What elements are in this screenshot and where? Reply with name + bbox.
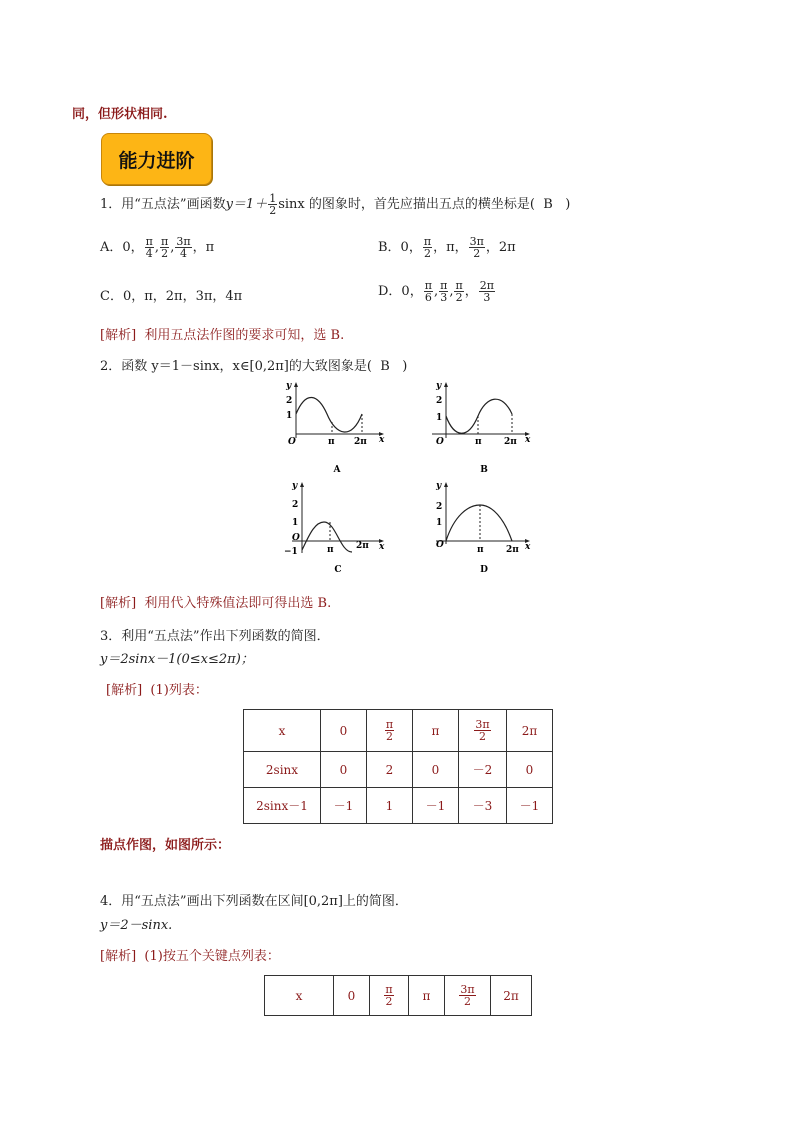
- q4-table-row-x: [265, 976, 532, 1016]
- q3-cell-x-pi: π: [413, 710, 459, 752]
- q4-cell-x-label: x: [265, 976, 334, 1016]
- q3-cell-y-1: －1: [321, 788, 367, 824]
- graph-a-curve: [296, 397, 362, 432]
- graph-c-x-label: x: [379, 542, 385, 552]
- q1-b-frac1-num: π: [423, 235, 432, 248]
- q1-a-frac1-num: π: [145, 235, 153, 248]
- continuation-text: 同，但形状相同.: [72, 107, 168, 122]
- q4-function: y＝2－sinx.: [100, 918, 173, 933]
- q1-option-a: A．0， $\frac{\pi}{4}$ , $\frac{\pi}{2}$ , $\frac{3\pi}{4}$ ，π: [100, 235, 215, 260]
- q1-analysis-tag: [解析]: [100, 328, 137, 343]
- q1-d-frac1: [424, 280, 433, 303]
- q1-a-frac3: [175, 236, 191, 259]
- q1-a-frac2: [160, 236, 169, 259]
- q1-stem-a: 1．用“五点法”画函数: [100, 197, 226, 212]
- q1-option-c: C．0，π，2π，3π，4π: [100, 289, 243, 304]
- q4-cell-x-3pi2-num: 3π: [460, 983, 475, 996]
- q2-stem: [100, 355, 407, 374]
- q1-d-frac4-num: 2π: [479, 279, 494, 292]
- q1-d-frac1-den: 6: [424, 291, 432, 304]
- graph-c-origin: O: [292, 533, 300, 543]
- q4-cell-x-0: 0: [334, 976, 370, 1016]
- q3-cell-x-2pi: 2π: [507, 710, 553, 752]
- q1-answer: B: [543, 197, 553, 212]
- q4-analysis-text: (1)按五个关键点列表：: [144, 949, 280, 964]
- q1-analysis: [100, 324, 344, 343]
- q3-analysis-tag: [解析]: [106, 683, 143, 698]
- graph-d-origin: O: [436, 540, 444, 550]
- graph-a-tick-2pi: 2π: [354, 437, 367, 447]
- q3-cell-x-pi2-num: π: [385, 718, 394, 731]
- q2-stem-text: 2．函数 y＝1－sinx，x∈[0,2π]的大致图象是(: [100, 359, 372, 374]
- graph-b: [424, 378, 539, 478]
- q1-half-den: 2: [269, 204, 277, 217]
- graph-a-tick-1: 1: [286, 411, 293, 421]
- q3-stem: 3．利用“五点法”作出下列函数的简图．: [100, 629, 330, 644]
- graph-a-tick-2: 2: [286, 396, 293, 406]
- q1-b-frac1: [423, 236, 432, 259]
- q3-cell-x-label: x: [244, 710, 321, 752]
- q3-cell-2sinx-2: 2: [367, 752, 413, 788]
- q1-d-frac4: [479, 280, 495, 303]
- q4-analysis: [100, 945, 280, 964]
- q1-stem-c: sinx 的图象时，首先应描出五点的横坐标是(: [278, 197, 535, 212]
- graph-d-y-label: y: [436, 481, 442, 491]
- q4-cell-x-pi2-den: 2: [385, 995, 393, 1008]
- q3-analysis: [106, 679, 208, 698]
- graph-a: [282, 378, 392, 478]
- q3-cell-2sinx-label: 2sinx: [244, 752, 321, 788]
- graph-c-tick-1: 1: [292, 518, 299, 528]
- q3-cell-y-4: －3: [459, 788, 507, 824]
- graph-a-tick-pi: π: [328, 437, 335, 447]
- q4-cell-x-3pi2-den: 2: [463, 995, 471, 1008]
- q1-a-frac2-num: π: [161, 235, 169, 248]
- q3-cell-2sinx-5: 0: [507, 752, 553, 788]
- q4-cell-x-pi: π: [409, 976, 445, 1016]
- q1-option-b: [378, 236, 516, 259]
- q1-d-frac3-num: π: [455, 279, 463, 292]
- graph-d-caption: D: [480, 565, 488, 575]
- graph-a-x-label: x: [379, 435, 385, 445]
- graph-b-y-label: y: [436, 381, 442, 391]
- graph-d: [424, 478, 539, 578]
- section-banner: 能力进阶: [101, 133, 212, 185]
- q2-analysis-text: 利用代入特殊值法即可得出选 B.: [144, 596, 332, 611]
- q3-table-row-2sinx-1: [244, 788, 553, 824]
- q1-option-d: D．0， $\frac{\pi}{6}$ , $\frac{\pi}{3}$ , $\frac{\pi}{2}$ ， $\frac{2\pi}{3}$: [378, 279, 494, 304]
- q1-b-frac2: [469, 236, 485, 259]
- graph-d-curve: [446, 505, 512, 541]
- q3-cell-y-5: －1: [507, 788, 553, 824]
- q1-d-frac2-num: π: [440, 279, 448, 292]
- q4-cell-x-2pi: 2π: [491, 976, 532, 1016]
- graph-d-tick-2pi: 2π: [506, 545, 519, 555]
- graph-b-tick-2pi: 2π: [504, 437, 517, 447]
- q1-a-frac2-den: 2: [161, 247, 169, 260]
- graph-b-caption: B: [480, 465, 488, 475]
- q1-a-frac3-den: 4: [180, 247, 188, 260]
- q1-close: ): [565, 197, 571, 212]
- q1-a-frac1-den: 4: [145, 247, 153, 260]
- q2-analysis: [100, 592, 331, 611]
- q1-b-prefix: B．0，: [378, 240, 422, 255]
- q1-d-frac4-den: 3: [483, 291, 491, 304]
- q3-table-row-x: [244, 710, 553, 752]
- graph-a-y-label: y: [286, 381, 292, 391]
- q3-analysis-text: (1)列表：: [150, 683, 208, 698]
- graph-b-y-arrow: [444, 382, 448, 387]
- graph-b-origin: O: [436, 437, 444, 447]
- q3-cell-x-0: 0: [321, 710, 367, 752]
- q2-analysis-tag: [解析]: [100, 596, 137, 611]
- q1-d-frac2: [439, 280, 448, 303]
- q1-a-frac3-num: 3π: [176, 235, 191, 248]
- graph-a-caption: A: [333, 465, 341, 475]
- graph-a-origin: O: [288, 437, 296, 447]
- graph-c: [282, 478, 392, 578]
- q1-stem-b: y＝1＋: [225, 197, 268, 212]
- q1-half-frac: [268, 193, 277, 216]
- q3-cell-x-pi2: [367, 710, 413, 752]
- q1-d-frac3: [454, 280, 463, 303]
- q3-cell-2sinx-4: －2: [459, 752, 507, 788]
- q3-cell-y-label: 2sinx－1: [244, 788, 321, 824]
- q1-a-suffix: ，π: [192, 240, 215, 255]
- graph-c-tick-neg1: −1: [284, 547, 298, 557]
- q1-a-prefix: A．0，: [100, 240, 144, 255]
- q1-b-suffix: ，2π: [485, 240, 516, 255]
- q3-table-row-2sinx: [244, 752, 553, 788]
- q1-a-frac1: [145, 236, 154, 259]
- q4-stem: 4．用“五点法”画出下列函数在区间[0,2π]上的简图．: [100, 894, 408, 909]
- q3-cell-x-3pi2-den: 2: [478, 730, 486, 743]
- q1-b-frac2-num: 3π: [469, 235, 484, 248]
- q1-b-mid: ，π，: [433, 240, 468, 255]
- q1-b-frac2-den: 2: [473, 247, 481, 260]
- graph-c-tick-2pi: 2π: [356, 541, 369, 551]
- q3-cell-y-2: 1: [367, 788, 413, 824]
- q1-half-num: 1: [269, 192, 277, 205]
- q3-cell-x-3pi2-num: 3π: [475, 718, 490, 731]
- q1-analysis-text: 利用五点法作图的要求可知，选 B.: [144, 328, 345, 343]
- q3-cell-x-3pi2: [459, 710, 507, 752]
- graph-c-caption: C: [334, 565, 342, 575]
- graph-d-x-label: x: [525, 542, 531, 552]
- q3-cell-y-3: －1: [413, 788, 459, 824]
- q4-cell-x-pi2: [370, 976, 409, 1016]
- q1-b-frac1-den: 2: [423, 247, 431, 260]
- graph-d-tick-1: 1: [436, 518, 443, 528]
- graph-d-tick-2: 2: [436, 502, 443, 512]
- q3-after-text: 描点作图，如图所示：: [100, 838, 231, 853]
- graph-c-y-label: y: [292, 481, 298, 491]
- q3-function: y＝2sinx－1(0≤x≤2π)；: [100, 652, 254, 667]
- graph-c-y-arrow: [300, 482, 304, 487]
- graph-c-tick-2: 2: [292, 500, 299, 510]
- q1-d-prefix: D．0，: [378, 284, 423, 299]
- q3-cell-2sinx-1: 0: [321, 752, 367, 788]
- graph-a-y-arrow: [294, 382, 298, 387]
- graph-b-curve: [446, 399, 512, 433]
- graph-b-tick-1: 1: [436, 413, 443, 423]
- q2-close: ): [402, 359, 408, 374]
- graph-b-tick-pi: π: [475, 437, 482, 447]
- q4-analysis-tag: [解析]: [100, 949, 137, 964]
- graph-b-tick-2: 2: [436, 396, 443, 406]
- q3-cell-2sinx-3: 0: [413, 752, 459, 788]
- q1-stem: [100, 193, 570, 216]
- q4-value-table: [264, 975, 532, 1016]
- q3-value-table: [243, 709, 553, 824]
- graph-b-x-label: x: [525, 435, 531, 445]
- q1-d-frac2-den: 3: [440, 291, 448, 304]
- q4-cell-x-pi2-num: π: [385, 983, 393, 996]
- q4-cell-x-3pi2: [445, 976, 491, 1016]
- q3-cell-x-pi2-den: 2: [385, 730, 393, 743]
- graph-d-tick-pi: π: [477, 545, 484, 555]
- graph-d-y-arrow: [444, 482, 448, 487]
- graph-c-tick-pi: π: [327, 545, 334, 555]
- q2-answer: B: [380, 359, 390, 374]
- q1-d-frac1-num: π: [424, 279, 432, 292]
- q1-d-frac3-den: 2: [455, 291, 463, 304]
